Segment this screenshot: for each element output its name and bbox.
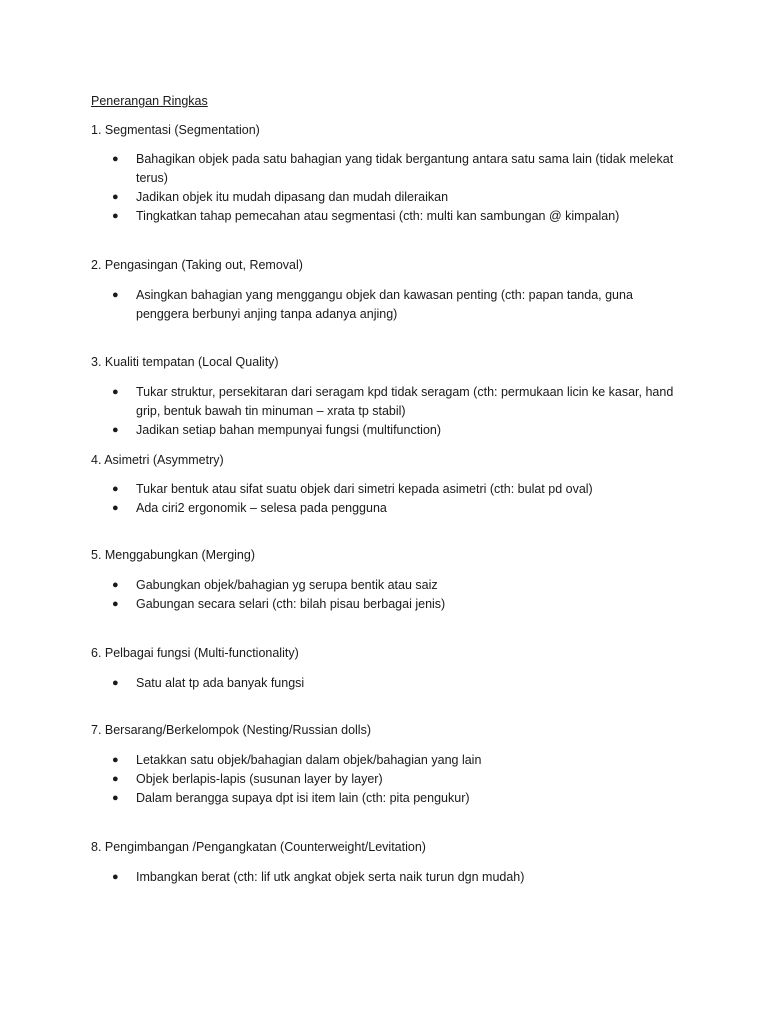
section-heading: 4. Asimetri (Asymmetry) [91,453,224,467]
bullet-list [0,383,768,440]
bullet-icon: ● [112,792,119,804]
bullet-list [0,150,768,226]
list-item-text: Imbangkan berat (cth: lif utk angkat objek serta naik turun dgn mudah) [136,870,525,884]
list-item [0,595,768,614]
list-item-text: Gabungkan objek/bahagian yg serupa bentik atau saiz [136,578,438,592]
list-item-text: Satu alat tp ada banyak fungsi [136,676,305,690]
list-item [0,576,768,595]
section-heading: 2. Pengasingan (Taking out, Removal) [91,258,303,272]
bullet-list [0,751,768,808]
bullet-list [0,480,768,518]
list-item-text: Objek berlapis-lapis (susunan layer by layer) [136,772,383,786]
list-item [0,751,768,770]
list-item-text: Tukar bentuk atau sifat suatu objek dari simetri kepada asimetri (cth: bulat pd oval) [136,482,593,496]
list-item-text: Dalam berangga supaya dpt isi item lain (cth: pita pengukur) [136,791,470,805]
bullet-list [0,868,768,887]
bullet-icon: ● [112,579,119,591]
page-title: Penerangan Ringkas [91,94,208,108]
section-heading: 7. Bersarang/Berkelompok (Nesting/Russian dolls) [91,723,371,737]
section-heading: 1. Segmentasi (Segmentation) [91,123,260,137]
list-item [0,868,768,887]
bullet-icon: ● [112,483,119,495]
bullet-list [0,286,768,324]
bullet-icon: ● [112,871,119,883]
list-item [0,421,768,440]
list-item-text: Asingkan bahagian yang menggangu objek dan kawasan penting (cth: papan tanda, guna penggera berbunyi anjing tanpa adanya anjing) [136,288,633,321]
bullet-icon: ● [112,191,119,203]
list-item [0,674,768,693]
bullet-icon: ● [112,386,119,398]
section-heading: 3. Kualiti tempatan (Local Quality) [91,355,279,369]
section-heading: 6. Pelbagai fungsi (Multi-functionality) [91,646,299,660]
bullet-icon: ● [112,677,119,689]
bullet-icon: ● [112,424,119,436]
list-item-text: Ada ciri2 ergonomik – selesa pada pengguna [136,501,387,515]
section-heading: 5. Menggabungkan (Merging) [91,548,255,562]
list-item [0,770,768,789]
bullet-icon: ● [112,289,119,301]
list-item-text: Gabungan secara selari (cth: bilah pisau berbagai jenis) [136,597,446,611]
list-item [0,286,768,324]
bullet-list [0,674,768,693]
list-item [0,480,768,499]
bullet-icon: ● [112,210,119,222]
list-item-text: Letakkan satu objek/bahagian dalam objek/bahagian yang lain [136,753,482,767]
list-item-text: Bahagikan objek pada satu bahagian yang tidak bergantung antara satu sama lain (tidak melekat terus) [136,152,674,185]
list-item [0,383,768,421]
bullet-icon: ● [112,502,119,514]
bullet-list [0,576,768,614]
list-item [0,207,768,226]
list-item-text: Jadikan objek itu mudah dipasang dan mudah dileraikan [136,190,449,204]
section-heading: 8. Pengimbangan /Pengangkatan (Counterweight/Levitation) [91,840,426,854]
list-item-text: Tukar struktur, persekitaran dari seragam kpd tidak seragam (cth: permukaan licin ke kasar, hand grip, bentuk bawah tin minuman – xrata tp stabil) [136,385,674,418]
list-item [0,150,768,188]
bullet-icon: ● [112,153,119,165]
list-item [0,188,768,207]
list-item-text: Jadikan setiap bahan mempunyai fungsi (multifunction) [136,423,442,437]
list-item-text: Tingkatkan tahap pemecahan atau segmentasi (cth: multi kan sambungan @ kimpalan) [136,209,620,223]
bullet-icon: ● [112,598,119,610]
bullet-icon: ● [112,773,119,785]
list-item [0,499,768,518]
list-item [0,789,768,808]
bullet-icon: ● [112,754,119,766]
